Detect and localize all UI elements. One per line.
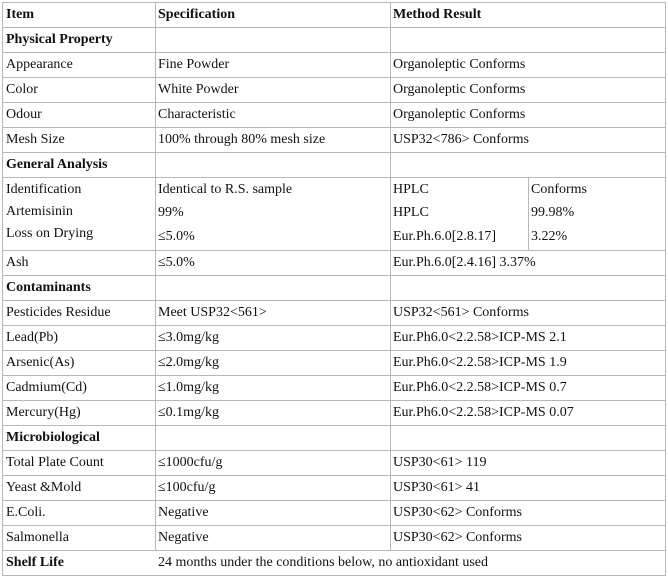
- header-item: Item: [6, 7, 34, 22]
- row-spec-mesh-size: 100% through 80% mesh size: [158, 132, 326, 147]
- table-border: [2, 2, 3, 576]
- row-divider: [2, 450, 666, 451]
- section-title-shelf-life: Shelf Life: [6, 555, 64, 570]
- row-spec-artemisinin: 99%: [158, 205, 184, 220]
- row-divider: [2, 525, 666, 526]
- section-title-physical-property: Physical Property: [6, 32, 113, 47]
- row-divider: [2, 77, 666, 78]
- row-method-loss-on-drying: Eur.Ph.6.0[2.8.17]: [393, 229, 497, 244]
- row-divider: [2, 475, 666, 476]
- row-item-yeast-mold: Yeast &Mold: [6, 480, 82, 495]
- row-item-e-coli: E.Coli.: [6, 505, 46, 520]
- row-method-artemisinin: HPLC: [393, 205, 429, 220]
- row-result-arsenic: Eur.Ph6.0<2.2.58>ICP-MS 1.9: [393, 355, 567, 370]
- row-spec-lead: ≤3.0mg/kg: [158, 330, 219, 345]
- row-divider: [2, 102, 666, 103]
- row-result-identification: Conforms: [531, 182, 587, 197]
- row-item-odour: Odour: [6, 107, 42, 122]
- row-result-appearance: Organoleptic Conforms: [393, 57, 526, 72]
- row-divider: [2, 177, 666, 178]
- row-method-identification: HPLC: [393, 182, 429, 197]
- row-item-pesticides-residue: Pesticides Residue: [6, 305, 111, 320]
- row-spec-odour: Characteristic: [158, 107, 236, 122]
- row-divider: [2, 250, 666, 251]
- row-item-cadmium: Cadmium(Cd): [6, 380, 87, 395]
- row-divider: [2, 152, 666, 153]
- section-title-microbiological: Microbiological: [6, 430, 100, 445]
- row-item-color: Color: [6, 82, 38, 97]
- row-divider: [2, 500, 666, 501]
- table-border: [2, 575, 666, 576]
- row-spec-ash: ≤5.0%: [158, 255, 195, 270]
- row-result-total-plate-count: USP30<61> 119: [393, 455, 487, 470]
- row-divider: [2, 400, 666, 401]
- row-spec-arsenic: ≤2.0mg/kg: [158, 355, 219, 370]
- row-divider: [2, 375, 666, 376]
- row-item-salmonella: Salmonella: [6, 530, 69, 545]
- row-spec-color: White Powder: [158, 82, 239, 97]
- row-item-mesh-size: Mesh Size: [6, 132, 65, 147]
- row-result-ash: Eur.Ph.6.0[2.4.16] 3.37%: [393, 255, 536, 270]
- column-divider: [528, 177, 529, 250]
- row-spec-appearance: Fine Powder: [158, 57, 230, 72]
- row-result-artemisinin: 99.98%: [531, 205, 575, 220]
- section-title-contaminants: Contaminants: [6, 280, 91, 295]
- column-divider: [390, 2, 391, 550]
- row-result-lead: Eur.Ph6.0<2.2.58>ICP-MS 2.1: [393, 330, 567, 345]
- row-spec-loss-on-drying: ≤5.0%: [158, 229, 195, 244]
- row-spec-salmonella: Negative: [158, 530, 209, 545]
- table-border: [665, 2, 666, 576]
- row-item-identification: Identification: [6, 182, 82, 197]
- row-divider: [2, 350, 666, 351]
- row-result-odour: Organoleptic Conforms: [393, 107, 526, 122]
- row-result-salmonella: USP30<62> Conforms: [393, 530, 522, 545]
- row-result-mercury: Eur.Ph6.0<2.2.58>ICP-MS 0.07: [393, 405, 574, 420]
- row-divider: [2, 425, 666, 426]
- row-item-artemisinin: Artemisinin: [6, 204, 73, 219]
- row-result-e-coli: USP30<62> Conforms: [393, 505, 522, 520]
- header-method-result: Method Result: [393, 7, 482, 22]
- row-item-appearance: Appearance: [6, 57, 73, 72]
- row-spec-mercury: ≤0.1mg/kg: [158, 405, 219, 420]
- column-divider: [155, 2, 156, 550]
- row-spec-pesticides-residue: Meet USP32<561>: [158, 305, 267, 320]
- table-border: [2, 2, 666, 3]
- row-divider: [2, 275, 666, 276]
- row-divider: [2, 300, 666, 301]
- row-divider: [2, 127, 666, 128]
- row-divider: [2, 550, 666, 551]
- section-title-general-analysis: General Analysis: [6, 157, 108, 172]
- row-spec-total-plate-count: ≤1000cfu/g: [158, 455, 223, 470]
- row-spec-identification: Identical to R.S. sample: [158, 182, 293, 197]
- row-item-ash: Ash: [6, 255, 29, 270]
- row-divider: [2, 52, 666, 53]
- row-item-total-plate-count: Total Plate Count: [6, 455, 104, 470]
- row-item-lead: Lead(Pb): [6, 330, 59, 345]
- header-specification: Specification: [158, 7, 235, 22]
- row-item-loss-on-drying: Loss on Drying: [6, 226, 94, 241]
- row-item-mercury: Mercury(Hg): [6, 405, 81, 420]
- row-result-cadmium: Eur.Ph6.0<2.2.58>ICP-MS 0.7: [393, 380, 567, 395]
- row-result-loss-on-drying: 3.22%: [531, 229, 568, 244]
- shelf-life-text: 24 months under the conditions below, no antioxidant used: [158, 555, 488, 570]
- row-spec-cadmium: ≤1.0mg/kg: [158, 380, 219, 395]
- row-result-mesh-size: USP32<786> Conforms: [393, 132, 529, 147]
- row-spec-yeast-mold: ≤100cfu/g: [158, 480, 216, 495]
- row-divider: [2, 325, 666, 326]
- row-result-yeast-mold: USP30<61> 41: [393, 480, 480, 495]
- row-item-arsenic: Arsenic(As): [6, 355, 75, 370]
- row-divider: [2, 27, 666, 28]
- row-result-color: Organoleptic Conforms: [393, 82, 526, 97]
- row-spec-e-coli: Negative: [158, 505, 209, 520]
- row-result-pesticides-residue: USP32<561> Conforms: [393, 305, 529, 320]
